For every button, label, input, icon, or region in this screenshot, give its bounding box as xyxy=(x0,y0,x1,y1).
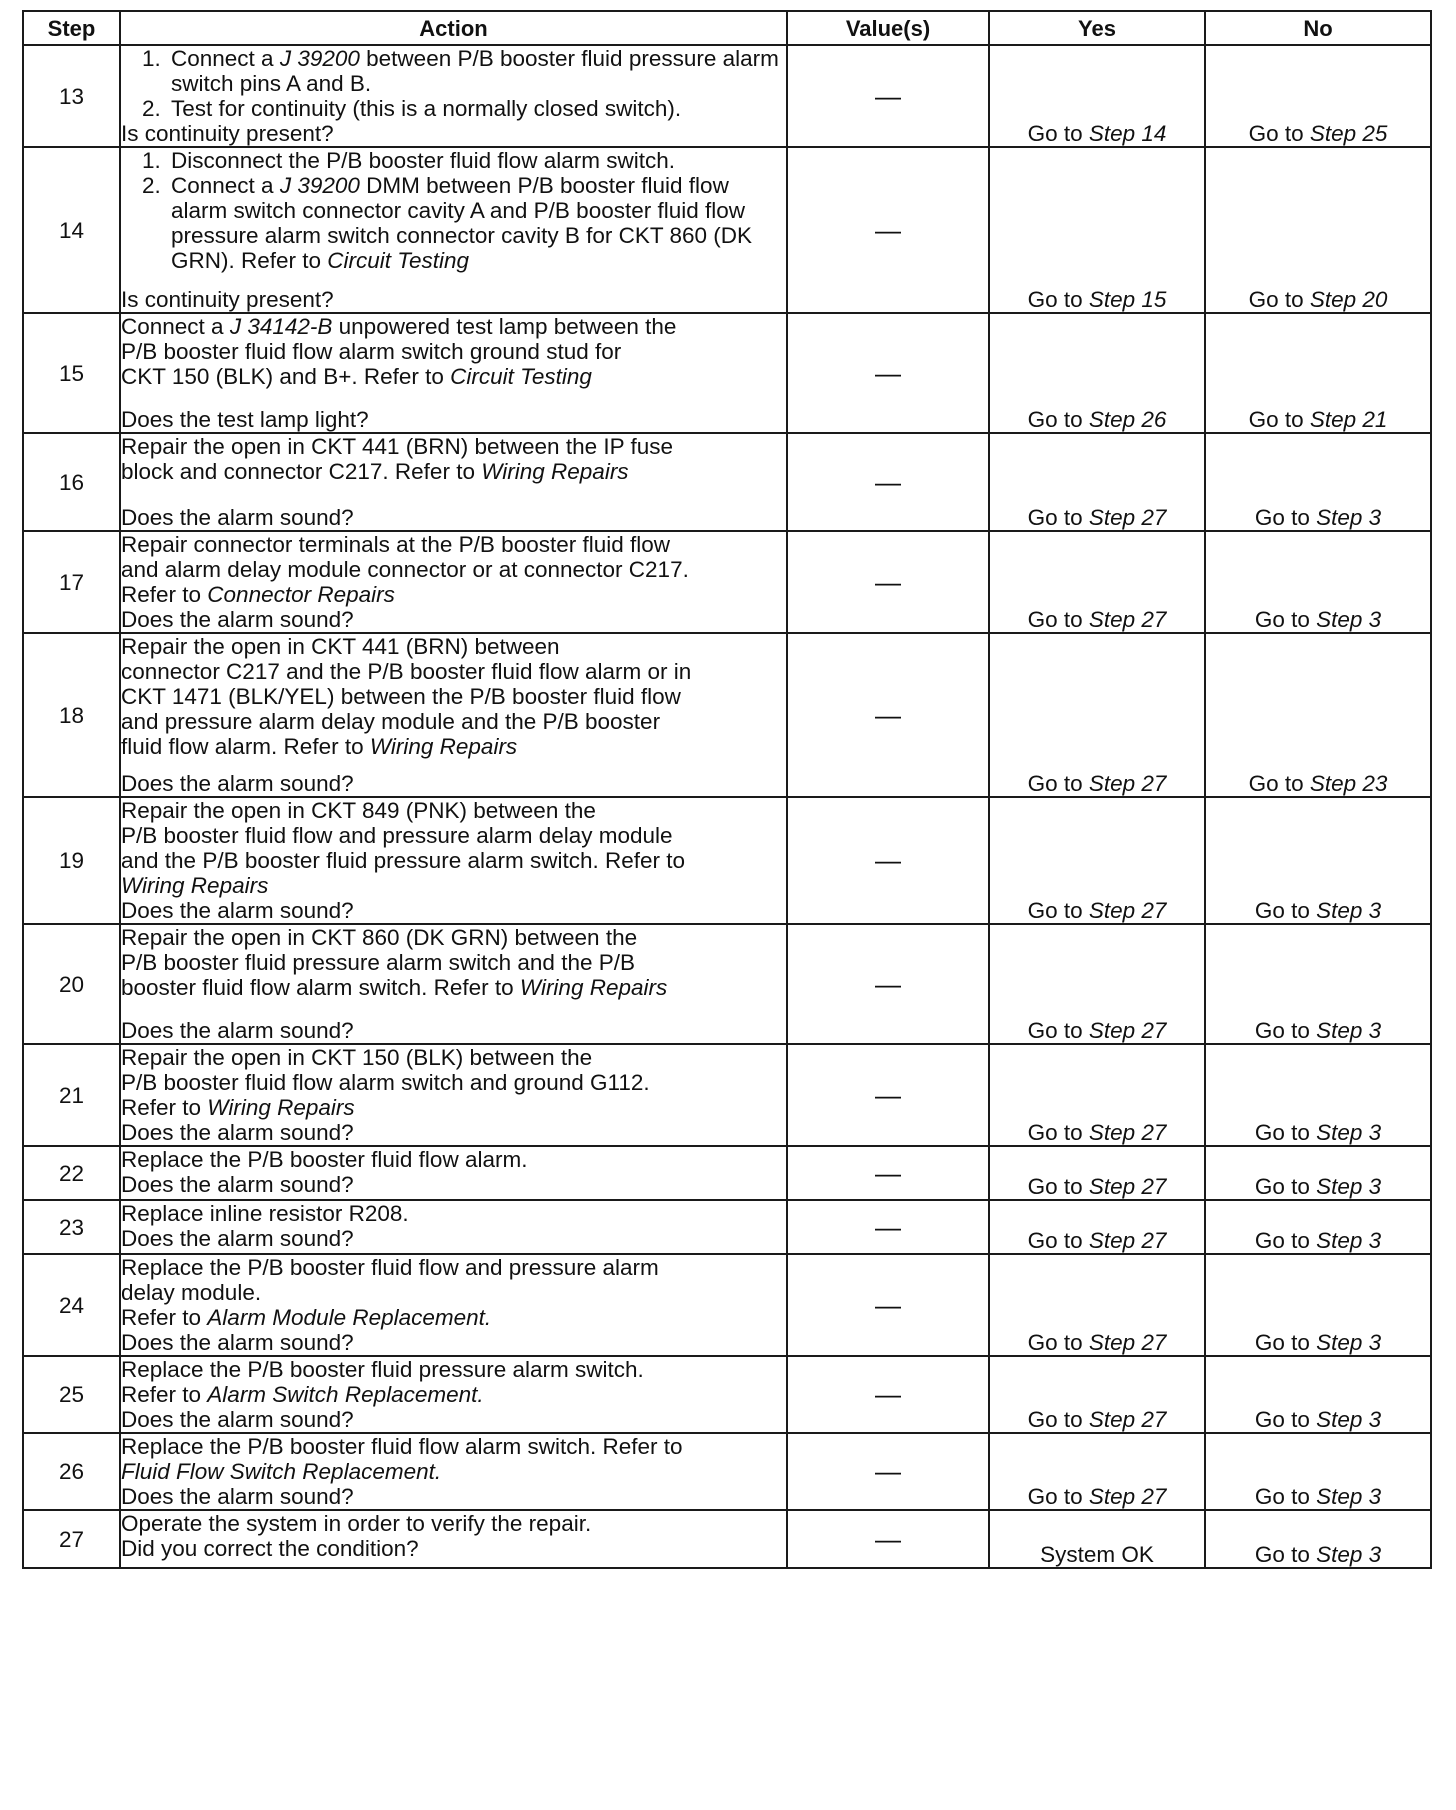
reference-text: Alarm Module Replacement. xyxy=(207,1305,492,1330)
value-cell: — xyxy=(787,1146,989,1200)
action-line xyxy=(121,1434,786,1459)
text-segment: Go to xyxy=(1027,287,1089,312)
step-number: 14 xyxy=(23,147,120,313)
text-segment: P/B booster fluid flow alarm switch ground stud for xyxy=(121,339,622,364)
reference-text: Step 20 xyxy=(1309,287,1388,312)
action-line xyxy=(121,1305,786,1330)
reference-text: J 34142-B xyxy=(229,314,333,339)
action-content xyxy=(121,1201,786,1253)
reference-text: Step 26 xyxy=(1088,407,1167,432)
yes-cell xyxy=(989,1356,1205,1433)
no-cell xyxy=(1205,797,1431,924)
text-segment: Go to xyxy=(1027,1174,1089,1199)
value-cell: — xyxy=(787,433,989,531)
text-segment: Go to xyxy=(1027,607,1089,632)
action-question: Did you correct the condition? xyxy=(121,1536,419,1561)
action-line xyxy=(121,634,786,659)
action-cell xyxy=(120,45,787,147)
yes-cell xyxy=(989,433,1205,531)
reference-text: J 39200 xyxy=(279,46,360,71)
value-cell: — xyxy=(787,1433,989,1510)
text-segment: Go to xyxy=(1254,1120,1317,1145)
action-cell xyxy=(120,924,787,1044)
reference-text: Step 3 xyxy=(1316,1228,1382,1253)
reference-text: Step 3 xyxy=(1316,1330,1382,1355)
text-segment: Go to xyxy=(1254,1407,1317,1432)
action-line xyxy=(121,848,786,873)
reference-text: Circuit Testing xyxy=(327,248,470,273)
text-segment: Go to xyxy=(1254,1542,1317,1567)
text-segment: P/B booster fluid flow alarm switch and ground G112. xyxy=(121,1070,650,1095)
text-segment: Repair the open in CKT 150 (BLK) between the xyxy=(121,1045,593,1070)
action-cell xyxy=(120,797,787,924)
reference-text: Step 27 xyxy=(1088,1018,1167,1043)
no-cell xyxy=(1205,1433,1431,1510)
action-content xyxy=(121,148,786,312)
no-cell xyxy=(1205,633,1431,797)
text-segment: CKT 150 (BLK) and B+. Refer to xyxy=(121,364,451,389)
text-segment: and alarm delay module connector or at connector C217. xyxy=(121,557,689,582)
numbered-step xyxy=(167,46,786,96)
reference-text: Step 27 xyxy=(1088,505,1167,530)
action-cell xyxy=(120,313,787,433)
action-question: Does the alarm sound? xyxy=(121,1120,354,1145)
action-cell xyxy=(120,1200,787,1254)
value-cell: — xyxy=(787,1510,989,1568)
text-segment: block and connector C217. Refer to xyxy=(121,459,482,484)
text-segment: Go to xyxy=(1027,1120,1089,1145)
text-segment: connector C217 and the P/B booster fluid flow alarm or in xyxy=(121,659,692,684)
action-line xyxy=(121,314,786,339)
spacer xyxy=(121,759,786,771)
value-cell: — xyxy=(787,1356,989,1433)
text-segment: Go to xyxy=(1254,505,1317,530)
step-number: 24 xyxy=(23,1254,120,1356)
reference-text: Step 3 xyxy=(1316,1542,1382,1567)
yes-cell xyxy=(989,1254,1205,1356)
text-segment: Go to xyxy=(1027,1228,1089,1253)
no-cell xyxy=(1205,1200,1431,1254)
text-segment: Refer to xyxy=(121,1095,208,1120)
text-segment: Repair the open in CKT 441 (BRN) between xyxy=(121,634,560,659)
diagnostic-table xyxy=(22,10,1432,1569)
action-line xyxy=(121,1382,786,1407)
action-content xyxy=(121,925,786,1043)
text-segment: Replace the P/B booster fluid flow alarm. xyxy=(121,1147,528,1172)
table-row xyxy=(23,633,1431,797)
reference-text: Wiring Repairs xyxy=(369,734,518,759)
text-segment: Repair the open in CKT 860 (DK GRN) between the xyxy=(121,925,638,950)
text-segment: between P/B booster fluid pressure alarm switch pins A and B. xyxy=(171,46,779,96)
text-segment: Refer to xyxy=(121,582,208,607)
no-cell xyxy=(1205,531,1431,633)
text-segment: delay module. xyxy=(121,1280,262,1305)
text-segment: booster fluid flow alarm switch. Refer to xyxy=(121,975,520,1000)
yes-cell xyxy=(989,1510,1205,1568)
no-cell xyxy=(1205,1146,1431,1200)
header-yes: Yes xyxy=(989,11,1205,45)
header-step: Step xyxy=(23,11,120,45)
text-segment: Go to xyxy=(1254,1018,1317,1043)
yes-cell xyxy=(989,45,1205,147)
action-question: Is continuity present? xyxy=(121,121,334,146)
action-content xyxy=(121,314,786,432)
no-cell xyxy=(1205,924,1431,1044)
action-line xyxy=(121,1070,786,1095)
step-number: 23 xyxy=(23,1200,120,1254)
table-row xyxy=(23,147,1431,313)
numbered-step xyxy=(167,96,786,121)
text-segment: System OK xyxy=(1040,1542,1154,1567)
text-segment: Go to xyxy=(1248,121,1310,146)
action-line xyxy=(121,532,786,557)
reference-text: Step 3 xyxy=(1316,505,1382,530)
yes-cell xyxy=(989,531,1205,633)
value-cell: — xyxy=(787,531,989,633)
action-question: Does the test lamp light? xyxy=(121,407,369,432)
action-content xyxy=(121,1511,786,1567)
table-row xyxy=(23,45,1431,147)
step-number: 17 xyxy=(23,531,120,633)
action-question: Does the alarm sound? xyxy=(121,505,354,530)
yes-cell xyxy=(989,313,1205,433)
text-segment: and the P/B booster fluid pressure alarm switch. Refer to xyxy=(121,848,686,873)
action-line xyxy=(121,1280,786,1305)
numbered-steps xyxy=(121,148,786,273)
spacer xyxy=(121,1000,786,1018)
text-segment: Go to xyxy=(1254,1484,1317,1509)
action-line xyxy=(121,925,786,950)
action-line xyxy=(121,950,786,975)
reference-text: Wiring Repairs xyxy=(207,1095,355,1120)
action-question: Is continuity present? xyxy=(121,287,334,312)
action-content xyxy=(121,634,786,796)
action-cell xyxy=(120,433,787,531)
action-line xyxy=(121,709,786,734)
no-cell xyxy=(1205,1254,1431,1356)
text-segment: Go to xyxy=(1027,505,1089,530)
reference-text: Step 3 xyxy=(1316,1018,1382,1043)
action-content xyxy=(121,1357,786,1432)
reference-text: Step 27 xyxy=(1088,1120,1167,1145)
text-segment: Repair the open in CKT 441 (BRN) between the IP fuse xyxy=(121,434,673,459)
header-values: Value(s) xyxy=(787,11,989,45)
yes-cell xyxy=(989,1433,1205,1510)
no-cell xyxy=(1205,1510,1431,1568)
table-row xyxy=(23,433,1431,531)
step-number: 21 xyxy=(23,1044,120,1146)
action-line xyxy=(121,434,786,459)
step-number: 13 xyxy=(23,45,120,147)
reference-text: Alarm Switch Replacement. xyxy=(207,1382,484,1407)
reference-text: Wiring Repairs xyxy=(481,459,629,484)
action-line xyxy=(121,659,786,684)
reference-text: Step 27 xyxy=(1088,1407,1167,1432)
reference-text: Connector Repairs xyxy=(207,582,395,607)
text-segment: Connect a xyxy=(171,173,280,198)
reference-text: Step 23 xyxy=(1309,771,1388,796)
reference-text: Step 3 xyxy=(1316,1120,1382,1145)
text-segment: Go to xyxy=(1027,1018,1089,1043)
action-line xyxy=(121,734,786,759)
reference-text: Step 3 xyxy=(1316,607,1382,632)
action-line xyxy=(121,459,786,484)
action-content xyxy=(121,1147,786,1199)
reference-text: Step 15 xyxy=(1088,287,1167,312)
yes-cell xyxy=(989,1200,1205,1254)
yes-cell xyxy=(989,147,1205,313)
value-cell: — xyxy=(787,1254,989,1356)
yes-cell xyxy=(989,797,1205,924)
step-number: 22 xyxy=(23,1146,120,1200)
value-cell: — xyxy=(787,45,989,147)
text-segment: Repair the open in CKT 849 (PNK) between the xyxy=(121,798,596,823)
no-cell xyxy=(1205,1356,1431,1433)
value-cell: — xyxy=(787,1200,989,1254)
text-segment: Go to xyxy=(1254,1174,1317,1199)
no-cell xyxy=(1205,1044,1431,1146)
yes-cell xyxy=(989,633,1205,797)
action-cell xyxy=(120,147,787,313)
action-line xyxy=(121,557,786,582)
text-segment: Refer to xyxy=(121,1382,208,1407)
spacer xyxy=(121,389,786,407)
reference-text: Step 21 xyxy=(1309,407,1388,432)
table-row xyxy=(23,1146,1431,1200)
action-line xyxy=(121,1147,786,1172)
text-segment: Replace the P/B booster fluid flow alarm switch. Refer to xyxy=(121,1434,683,1459)
yes-cell xyxy=(989,1146,1205,1200)
action-content xyxy=(121,1045,786,1145)
action-line xyxy=(121,1511,786,1536)
no-cell xyxy=(1205,313,1431,433)
spacer xyxy=(121,273,786,287)
reference-text: Step 27 xyxy=(1088,1174,1167,1199)
text-segment: unpowered test lamp between the xyxy=(332,314,677,339)
text-segment: and pressure alarm delay module and the P/B booster xyxy=(121,709,661,734)
step-number: 25 xyxy=(23,1356,120,1433)
no-cell xyxy=(1205,45,1431,147)
table-row xyxy=(23,1433,1431,1510)
numbered-step xyxy=(167,148,786,173)
value-cell: — xyxy=(787,797,989,924)
action-cell xyxy=(120,1146,787,1200)
text-segment: Go to xyxy=(1027,1484,1089,1509)
action-question: Does the alarm sound? xyxy=(121,1330,354,1355)
action-question: Does the alarm sound? xyxy=(121,1018,354,1043)
reference-text: Step 27 xyxy=(1088,1484,1167,1509)
action-cell xyxy=(120,531,787,633)
text-segment: Go to xyxy=(1248,407,1310,432)
reference-text: Step 27 xyxy=(1088,607,1167,632)
value-cell: — xyxy=(787,1044,989,1146)
action-line xyxy=(121,975,786,1000)
reference-text: Step 3 xyxy=(1316,1174,1382,1199)
action-line xyxy=(121,1459,786,1484)
text-segment: P/B booster fluid pressure alarm switch and the P/B xyxy=(121,950,635,975)
action-content xyxy=(121,1255,786,1355)
step-number: 18 xyxy=(23,633,120,797)
value-cell: — xyxy=(787,924,989,1044)
text-segment: Disconnect the P/B booster fluid flow alarm switch. xyxy=(171,148,675,173)
text-segment: Go to xyxy=(1254,1228,1317,1253)
reference-text: J 39200 xyxy=(279,173,360,198)
step-number: 16 xyxy=(23,433,120,531)
text-segment: Go to xyxy=(1254,1330,1317,1355)
value-cell: — xyxy=(787,313,989,433)
text-segment: Go to xyxy=(1248,771,1310,796)
action-cell xyxy=(120,1510,787,1568)
action-line xyxy=(121,1255,786,1280)
table-row xyxy=(23,1254,1431,1356)
action-question: Does the alarm sound? xyxy=(121,607,354,632)
header-no: No xyxy=(1205,11,1431,45)
reference-text: Step 25 xyxy=(1309,121,1388,146)
value-cell: — xyxy=(787,147,989,313)
action-content xyxy=(121,532,786,632)
action-line xyxy=(121,364,786,389)
action-content xyxy=(121,46,786,146)
spacer xyxy=(121,484,786,505)
text-segment: Go to xyxy=(1027,1330,1089,1355)
table-row xyxy=(23,1356,1431,1433)
text-segment: Replace inline resistor R208. xyxy=(121,1201,409,1226)
text-segment: Go to xyxy=(1027,1407,1089,1432)
action-line xyxy=(121,1095,786,1120)
table-row xyxy=(23,313,1431,433)
step-number: 27 xyxy=(23,1510,120,1568)
text-segment: Operate the system in order to verify the repair. xyxy=(121,1511,592,1536)
action-line xyxy=(121,1201,786,1226)
table-row xyxy=(23,1044,1431,1146)
text-segment: DMM between P/B booster fluid flow alarm switch connector cavity A and P/B booster fluid flow pressure alarm switch connector cavity B for CKT 860 (DK GRN). Refer to xyxy=(171,173,753,273)
text-segment: CKT 1471 (BLK/YEL) between the P/B booster fluid flow xyxy=(121,684,681,709)
action-line xyxy=(121,339,786,364)
action-cell xyxy=(120,1356,787,1433)
step-number: 20 xyxy=(23,924,120,1044)
action-cell xyxy=(120,1254,787,1356)
text-segment: P/B booster fluid flow and pressure alarm delay module xyxy=(121,823,673,848)
action-cell xyxy=(120,1044,787,1146)
action-question: Does the alarm sound? xyxy=(121,1172,354,1197)
text-segment: Go to xyxy=(1027,771,1089,796)
text-segment: Go to xyxy=(1254,898,1317,923)
reference-text: Circuit Testing xyxy=(450,364,592,389)
reference-text: Step 27 xyxy=(1088,1228,1167,1253)
action-line xyxy=(121,798,786,823)
step-number: 26 xyxy=(23,1433,120,1510)
text-segment: Connect a xyxy=(171,46,280,71)
text-segment: Go to xyxy=(1248,287,1310,312)
value-cell: — xyxy=(787,633,989,797)
reference-text: Wiring Repairs xyxy=(519,975,668,1000)
no-cell xyxy=(1205,433,1431,531)
action-question: Does the alarm sound? xyxy=(121,1407,354,1432)
step-number: 19 xyxy=(23,797,120,924)
action-question: Does the alarm sound? xyxy=(121,898,354,923)
step-number: 15 xyxy=(23,313,120,433)
action-cell xyxy=(120,1433,787,1510)
text-segment: Go to xyxy=(1027,407,1089,432)
text-segment: Go to xyxy=(1254,607,1317,632)
text-segment: Refer to xyxy=(121,1305,208,1330)
reference-text: Wiring Repairs xyxy=(121,873,269,898)
text-segment: Test for continuity (this is a normally closed switch). xyxy=(171,96,682,121)
action-question: Does the alarm sound? xyxy=(121,1484,354,1509)
text-segment: Replace the P/B booster fluid pressure alarm switch. xyxy=(121,1357,644,1382)
action-line xyxy=(121,1357,786,1382)
reference-text: Fluid Flow Switch Replacement. xyxy=(121,1459,442,1484)
reference-text: Step 27 xyxy=(1088,771,1167,796)
action-line xyxy=(121,684,786,709)
header-action: Action xyxy=(120,11,787,45)
reference-text: Step 3 xyxy=(1316,1484,1382,1509)
action-content xyxy=(121,434,786,530)
action-line xyxy=(121,823,786,848)
text-segment: Go to xyxy=(1027,121,1089,146)
action-cell xyxy=(120,633,787,797)
header-row xyxy=(23,11,1431,45)
action-content xyxy=(121,798,786,923)
reference-text: Step 3 xyxy=(1316,898,1382,923)
action-question: Does the alarm sound? xyxy=(121,1226,354,1251)
table-row xyxy=(23,797,1431,924)
numbered-steps xyxy=(121,46,786,121)
numbered-step xyxy=(167,173,786,273)
no-cell xyxy=(1205,147,1431,313)
action-line xyxy=(121,582,786,607)
text-segment: Replace the P/B booster fluid flow and pressure alarm xyxy=(121,1255,659,1280)
table-row xyxy=(23,531,1431,633)
table-row xyxy=(23,1200,1431,1254)
reference-text: Step 27 xyxy=(1088,1330,1167,1355)
action-line xyxy=(121,1045,786,1070)
action-question: Does the alarm sound? xyxy=(121,771,354,796)
text-segment: Repair connector terminals at the P/B booster fluid flow xyxy=(121,532,671,557)
reference-text: Step 3 xyxy=(1316,1407,1382,1432)
text-segment: Go to xyxy=(1027,898,1089,923)
table-row xyxy=(23,1510,1431,1568)
reference-text: Step 27 xyxy=(1088,898,1167,923)
reference-text: Step 14 xyxy=(1088,121,1167,146)
table-row xyxy=(23,924,1431,1044)
yes-cell xyxy=(989,924,1205,1044)
action-line xyxy=(121,873,786,898)
action-content xyxy=(121,1434,786,1509)
yes-cell xyxy=(989,1044,1205,1146)
text-segment: Connect a xyxy=(121,314,230,339)
text-segment: fluid flow alarm. Refer to xyxy=(121,734,370,759)
